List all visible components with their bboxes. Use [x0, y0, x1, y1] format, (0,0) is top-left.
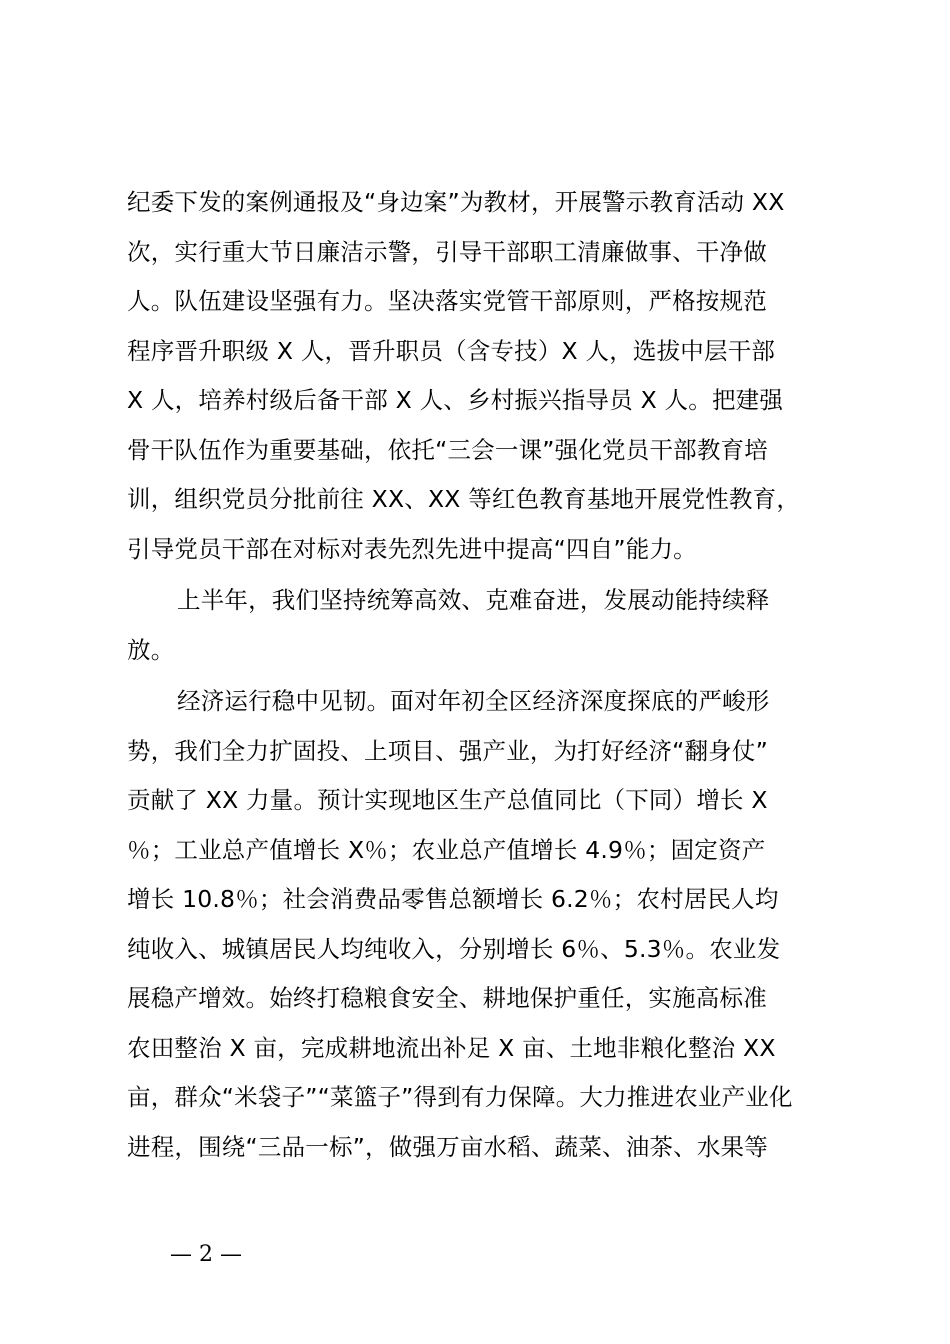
text-line: ％；工业总产值增长 X％；农业总产值增长 4.9％；固定资产: [127, 835, 766, 864]
text-line: 进程，围绕“三品一标”，做强万亩水稻、蔬菜、油茶、水果等: [127, 1132, 768, 1161]
text-line: 上半年，我们坚持统筹高效、克难奋进，发展动能持续释: [177, 586, 770, 614]
text-line: 亩，群众“米袋子”“菜篮子”得到有力保障。大力推进农业产业化: [127, 1083, 793, 1111]
page-number: — 2 —: [170, 1242, 242, 1267]
paragraph-3: [127, 677, 867, 1172]
paragraph-1: [127, 178, 867, 574]
text-line: 展稳产增效。始终打稳粮食安全、耕地保护重任，实施高标准: [127, 984, 767, 1012]
text-line: 增长 10.8％；社会消费品零售总额增长 6.2％；农村居民人均: [127, 885, 779, 913]
text-line: 训，组织党员分批前往 XX、XX 等红色教育基地开展党性教育，: [127, 485, 801, 513]
text-line: 引导党员干部在对标对表先烈先进中提高“四自”能力。: [127, 534, 697, 563]
text-line: 纯收入、城镇居民人均纯收入，分别增长 6％、5.3％。农业发: [127, 934, 781, 963]
text-line: 骨干队伍作为重要基础，依托“三会一课”强化党员干部教育培: [127, 435, 768, 464]
text-line: 势，我们全力扩固投、上项目、强产业，为打好经济“翻身仗”: [127, 736, 768, 765]
text-line: 贡献了 XX 力量。预计实现地区生产总值同比（下同）增长 X: [127, 786, 768, 814]
document-body: [127, 178, 867, 1172]
text-line: 人。队伍建设坚强有力。坚决落实党管干部原则，严格按规范: [127, 287, 767, 315]
paragraph-2: [127, 576, 867, 675]
text-line: X 人，培养村级后备干部 X 人、乡村振兴指导员 X 人。把建强: [127, 386, 784, 414]
text-line: 纪委下发的案例通报及“身边案”为教材，开展警示教育活动 XX: [127, 188, 785, 216]
text-line: 程序晋升职级 X 人，晋升职员（含专技）X 人，选拔中层干部: [127, 336, 776, 365]
text-line: 次，实行重大节日廉洁示警，引导干部职工清廉做事、干净做: [127, 237, 767, 266]
text-line: 放。: [127, 635, 175, 664]
text-line: 经济运行稳中见韧。面对年初全区经济深度探底的严峻形: [177, 687, 770, 715]
text-line: 农田整治 X 亩，完成耕地流出补足 X 亩、土地非粮化整治 XX: [127, 1033, 776, 1062]
